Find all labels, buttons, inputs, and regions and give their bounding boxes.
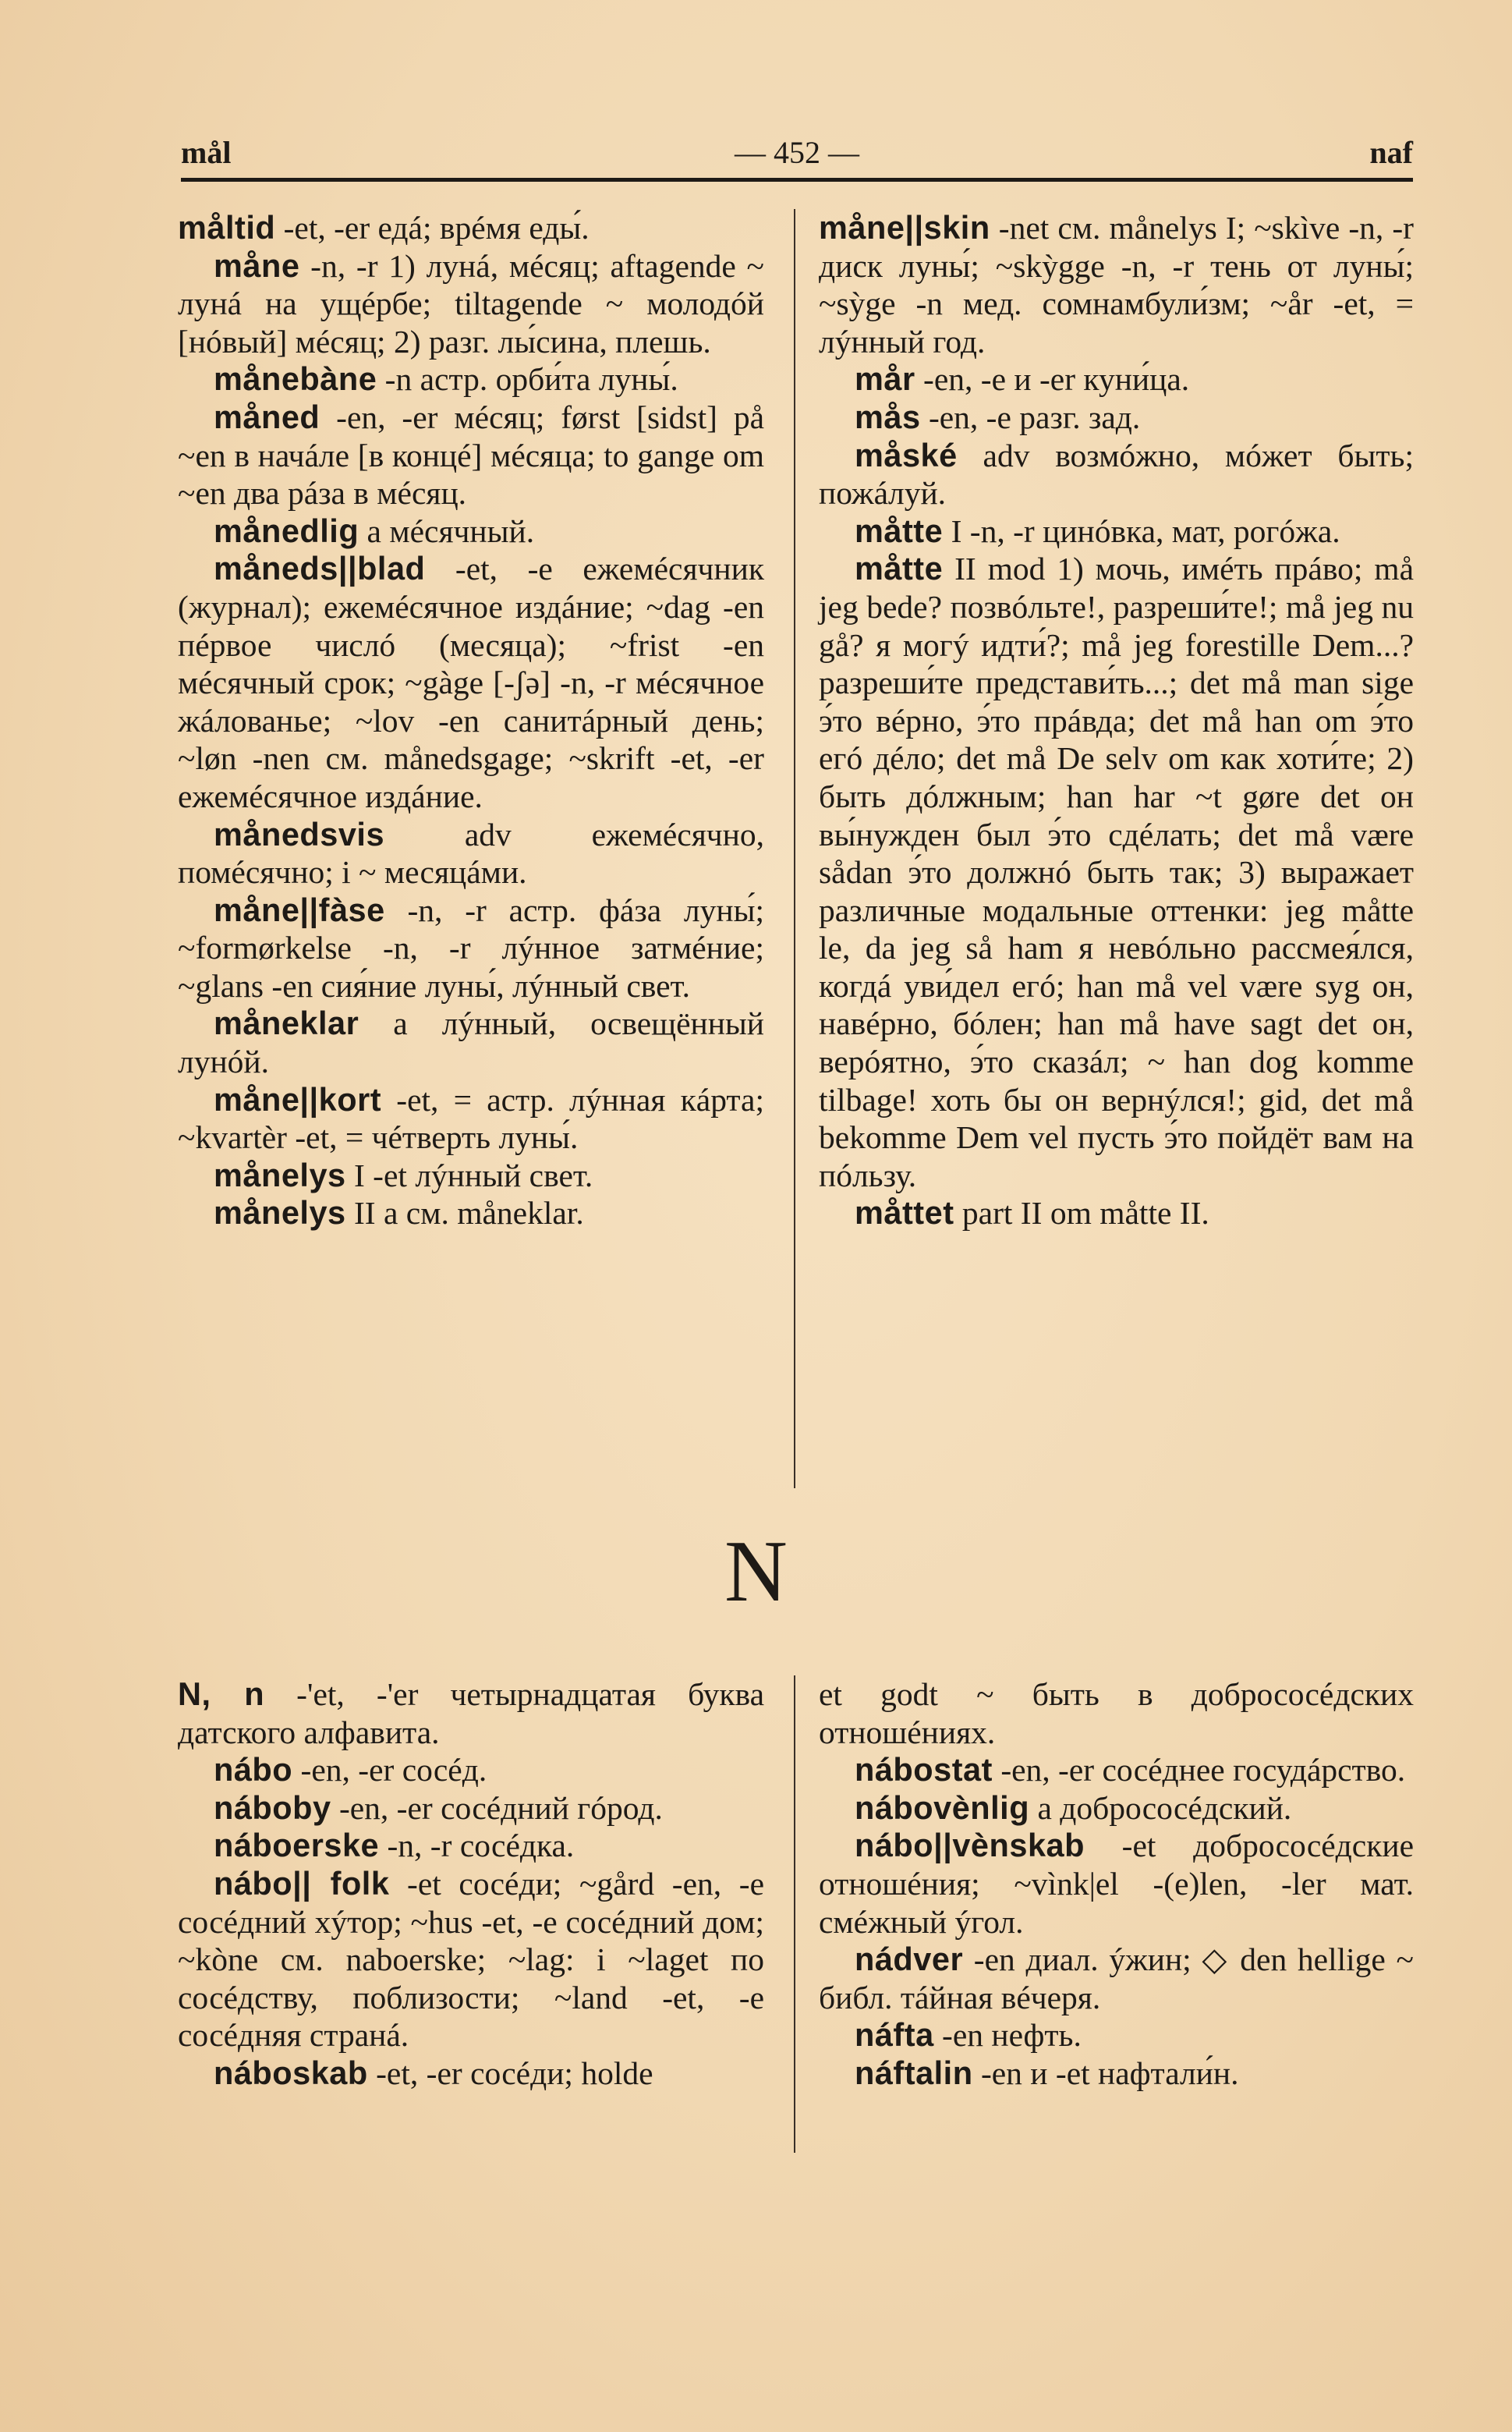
dictionary-entry bbox=[178, 209, 764, 247]
entry-definition: -en, -e и -er куни́ца. bbox=[915, 361, 1190, 398]
entry-definition: -en, -er сосéднее госудáрство. bbox=[992, 1752, 1406, 1789]
dictionary-entry bbox=[178, 1865, 764, 2054]
column-top-right bbox=[819, 209, 1414, 1232]
entry-headword: nábovènlig bbox=[855, 1789, 1030, 1826]
entry-definition: I -et лýнный свет. bbox=[345, 1157, 593, 1193]
entry-headword: nábo||vènskab bbox=[855, 1827, 1085, 1864]
entry-definition: a мéсячный. bbox=[359, 512, 535, 549]
entry-headword: måne||fàse bbox=[214, 891, 385, 928]
entry-headword: måneklar bbox=[214, 1005, 359, 1042]
entry-headword: måtte bbox=[855, 512, 944, 549]
column-divider-bottom bbox=[794, 1675, 795, 2153]
entry-definition: -en, -er сосéдний гóрод. bbox=[331, 1789, 663, 1826]
dictionary-entry bbox=[819, 1789, 1414, 1828]
dictionary-entry bbox=[819, 512, 1414, 551]
entry-definition: part II om måtte II. bbox=[954, 1195, 1209, 1232]
dictionary-entry bbox=[819, 1751, 1414, 1789]
entry-definition: -et, -e ежемéсячник (журнал); ежемéсячное издáние; ~dag -en пéрвое числó (месяца); ~frist -en мéсячный срок; ~gàge [-ʃə] -n, -r мéсячное жáлованье; ~lov -en санитáрный день; ~løn -nen см. månedsgage; ~skrift -et, -er ежемéсячное издáние. bbox=[178, 551, 764, 814]
entry-headword: måned bbox=[214, 398, 320, 435]
entry-definition: I -n, -r цинóвка, мат, рогóжа. bbox=[943, 512, 1340, 549]
column-bottom-right bbox=[819, 1675, 1414, 2093]
entry-headword: nábo|| folk bbox=[214, 1864, 390, 1902]
entry-headword: måltid bbox=[178, 209, 276, 246]
entry-definition: -n, -r сосéдка. bbox=[379, 1828, 575, 1864]
dictionary-entry bbox=[819, 437, 1414, 512]
dictionary-entry bbox=[178, 816, 764, 892]
entry-headword: mår bbox=[855, 360, 915, 398]
dictionary-entry bbox=[178, 2054, 764, 2093]
entry-definition: et godt ~ быть в добрососéдских отношéниях. bbox=[819, 1676, 1414, 1750]
entry-definition: -en диал. ýжин; ◇ den hellige ~ библ. тáйная вéчеря. bbox=[819, 1941, 1414, 2015]
dictionary-entry bbox=[819, 360, 1414, 399]
dictionary-entry bbox=[178, 247, 764, 361]
entry-definition: adv возмóжно, мóжет быть; пожáлуй. bbox=[819, 437, 1414, 512]
header-right-guideword: naf bbox=[1369, 135, 1413, 170]
entry-definition: -et, -er сосéди; holde bbox=[367, 2054, 653, 2091]
entry-headword: náboskab bbox=[214, 2054, 368, 2091]
dictionary-entry bbox=[178, 1789, 764, 1828]
entry-definition: II a см. måneklar. bbox=[345, 1195, 584, 1232]
dictionary-entry bbox=[178, 360, 764, 399]
page-number: — 452 — bbox=[735, 135, 859, 170]
column-top-left bbox=[178, 209, 764, 1232]
entry-definition: -en, -e разг. зад. bbox=[920, 399, 1141, 435]
dictionary-entry-continuation bbox=[819, 1675, 1414, 1751]
column-divider-top bbox=[794, 209, 795, 1488]
dictionary-entry bbox=[178, 512, 764, 551]
entry-headword: nábostat bbox=[855, 1751, 993, 1789]
entry-headword: måské bbox=[855, 436, 958, 473]
entry-headword: nábo bbox=[214, 1751, 293, 1789]
entry-definition: -n астр. орби́та луны́. bbox=[377, 361, 678, 398]
entry-headword: måneds||blad bbox=[214, 550, 426, 587]
entry-headword: náfta bbox=[855, 2016, 934, 2054]
dictionary-entry bbox=[178, 1675, 764, 1751]
column-bottom-left bbox=[178, 1675, 764, 2093]
entry-definition: II mod 1) мочь, имéть прáво; må jeg bede? позвóльте!, разреши́те!; må jeg nu gå? я могý идти́?; må jeg forestille Dem...? разреши́те представи́ть...; det må man sige э́то вéрно, э́то прáвда; det må han om э́то егó дéло; det må De selv om как хоти́те; 2) быть дóлжным; han har ~t gøre det он вы́нужден был э́то сдéлать; det må være sådan э́то должнó быть так; 3) выражает различные модальные оттенки: jeg måtte le, da jeg så ham я невóльно рассмея́лся, когдá уви́дел егó; han må vel være syg он, навéрно, бóлен; han må have sagt det он, верóятно, э́то сказáл; ~ han dog komme tilbage! хоть бы он вернýлся!; gid, det må bekomme Dem vel пусть э́то пойдёт вам на пóльзу. bbox=[819, 551, 1414, 1193]
entry-headword: månebàne bbox=[214, 360, 377, 398]
dictionary-entry bbox=[178, 1081, 764, 1157]
dictionary-entry bbox=[178, 399, 764, 512]
dictionary-entry bbox=[819, 2016, 1414, 2054]
entry-headword: månelys bbox=[214, 1156, 346, 1193]
entry-definition: -en, -er сосéд. bbox=[292, 1752, 487, 1789]
entry-headword: måtte bbox=[855, 550, 944, 587]
entry-headword: månedsvis bbox=[214, 815, 385, 853]
entry-headword: náboerske bbox=[214, 1827, 380, 1864]
entry-headword: måne||kort bbox=[214, 1080, 382, 1118]
dictionary-entry bbox=[178, 1194, 764, 1232]
entry-headword: måttet bbox=[855, 1194, 954, 1232]
entry-headword: mås bbox=[855, 398, 921, 435]
header-rule bbox=[181, 178, 1413, 182]
entry-definition: -'et, -'er четырнадцатая буква датского алфавита. bbox=[178, 1676, 764, 1750]
entry-headword: månedlig bbox=[214, 512, 359, 549]
entry-definition: -net см. månelys I; ~skìve -n, -r диск луны́; ~skỳgge -n, -r тень от луны́; ~sỳge -n мед. сомнамбули́зм; ~år -et, = лýнный год. bbox=[819, 210, 1414, 360]
entry-definition: -et, = астр. лýнная кáрта; ~kvartèr -et, = чéтверть луны́. bbox=[178, 1081, 764, 1156]
entry-definition: -en, -er мéсяц; først [sidst] på ~en в начáле [в концé] мéсяца; to gange om ~en два рáза в мéсяц. bbox=[178, 399, 764, 512]
entry-headword: nádver bbox=[855, 1941, 964, 1978]
dictionary-entry bbox=[819, 399, 1414, 437]
dictionary-entry bbox=[819, 1941, 1414, 2016]
dictionary-entry bbox=[819, 1194, 1414, 1232]
entry-definition: -et сосéди; ~gård -en, -e сосéдний хýтор; ~hus -et, -e сосéдний дом; ~kòne см. naboerske; ~lag: i ~laget по сосéдству, поблизости; ~land -et, -e сосéдняя странá. bbox=[178, 1865, 764, 2054]
entry-headword: náftalin bbox=[855, 2054, 973, 2091]
entry-definition: -et, -er едá; врéмя еды́. bbox=[275, 210, 590, 246]
section-letter: N bbox=[724, 1523, 788, 1620]
entry-headword: náboby bbox=[214, 1789, 331, 1826]
entry-definition: -en и -et нафтали́н. bbox=[972, 2054, 1239, 2091]
header-left-guideword: mål bbox=[181, 135, 232, 170]
entry-definition: -n, -r 1) лунá, мéсяц; aftagende ~ лунá на ущéрбе; tiltagende ~ молодóй [нóвый] мéсяц; 2) разг. лы́сина, плешь. bbox=[178, 247, 764, 360]
entry-definition: adv ежемéсячно, помéсячно; i ~ месяцáми. bbox=[178, 816, 764, 891]
entry-definition: a добрососéдский. bbox=[1029, 1789, 1292, 1826]
page-header bbox=[181, 131, 1413, 178]
dictionary-entry bbox=[819, 550, 1414, 1194]
dictionary-entry bbox=[178, 1827, 764, 1865]
entry-definition: -et добрососéдские отношéния; ~vìnk|el -(e)len, -ler мат. смéжный ýгол. bbox=[819, 1828, 1414, 1940]
dictionary-entry bbox=[819, 209, 1414, 360]
entry-definition: -en нефть. bbox=[933, 2017, 1082, 2054]
dictionary-entry bbox=[178, 550, 764, 815]
entry-headword: måne||skin bbox=[819, 209, 990, 246]
dictionary-entry bbox=[819, 1827, 1414, 1941]
entry-headword: måne bbox=[214, 246, 300, 284]
dictionary-entry bbox=[819, 2054, 1414, 2093]
dictionary-entry bbox=[178, 892, 764, 1005]
dictionary-entry bbox=[178, 1157, 764, 1195]
dictionary-entry bbox=[178, 1751, 764, 1789]
entry-headword: månelys bbox=[214, 1194, 346, 1232]
entry-definition: -n, -r астр. фáза луны́; ~formørkelse -n, -r лýнное затмéние; ~glans -en сия́ние луны́, лýнный свет. bbox=[178, 892, 764, 1004]
dictionary-entry bbox=[178, 1005, 764, 1080]
entry-definition: a лýнный, освещённый лунóй. bbox=[178, 1005, 764, 1080]
entry-headword: N, n bbox=[178, 1675, 265, 1712]
